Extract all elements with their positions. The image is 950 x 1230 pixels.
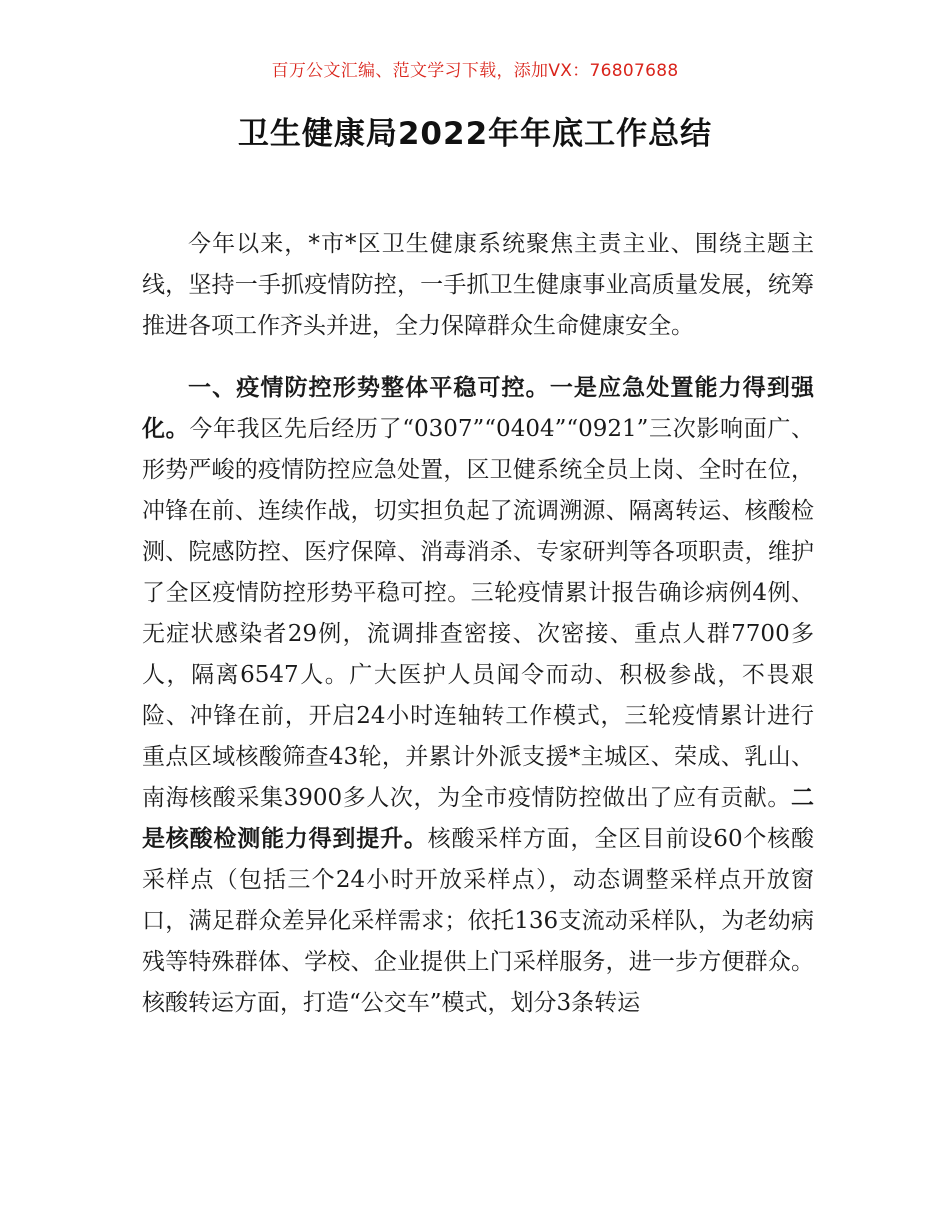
point-1-body: 今年我区先后经历了“0307”“0404”“0921”三次影响面广、形势严峻的疫情防控应急处置，区卫健系统全员上岗、全时在位，冲锋在前、连续作战，切实担负起了流调溯源、隔离转运、核酸检测、院感防控、医疗保障、消毒消杀、专家研判等各项职责，维护了全区疫情防控形势平稳可控。三轮疫情累计报告确诊病例4例、无症状感染者29例，流调排查密接、次密接、重点人群7700多人，隔离6547人。广大医护人员闻令而动、积极参战，不畏艰险、冲锋在前，开启24小时连轴转工作模式，三轮疫情累计进行重点区域核酸筛查43轮，并累计外派支援*主城区、荣成、乳山、南海核酸采集3900多人次，为全市疫情防控做出了应有贡献。 <box>142 416 815 811</box>
page-title: 卫生健康局2022年年底工作总结 <box>237 116 713 152</box>
point-2-body: 核酸采样方面，全区目前设60个核酸采样点（包括三个24小时开放采样点），动态调整采样点开放窗口，满足群众差异化采样需求；依托136支流动采样队，为老幼病残等特殊群体、学校、企业提供上门采样服务，进一步方便群众。核酸转运方面，打造“公交车”模式，划分3条转运 <box>142 826 814 1016</box>
point-2-heading: 二是核酸检测能力得到提升。 <box>142 785 814 852</box>
download-banner: 百万公文汇编、范文学习下载，添加VX：76807688 <box>271 61 679 81</box>
section-1-heading: 一、疫情防控形势整体平稳可控。 <box>188 375 550 401</box>
point-1-heading: 一是应急处置能力得到强化。 <box>142 375 815 442</box>
intro-paragraph: 今年以来，*市*区卫生健康系统聚焦主责主业、围绕主题主线，坚持一手抓疫情防控，一手抓卫生健康事业高质量发展，统筹推进各项工作齐头并进，全力保障群众生命健康安全。 <box>142 231 814 339</box>
section-1-paragraph <box>142 368 814 1024</box>
document-body <box>142 224 814 1024</box>
